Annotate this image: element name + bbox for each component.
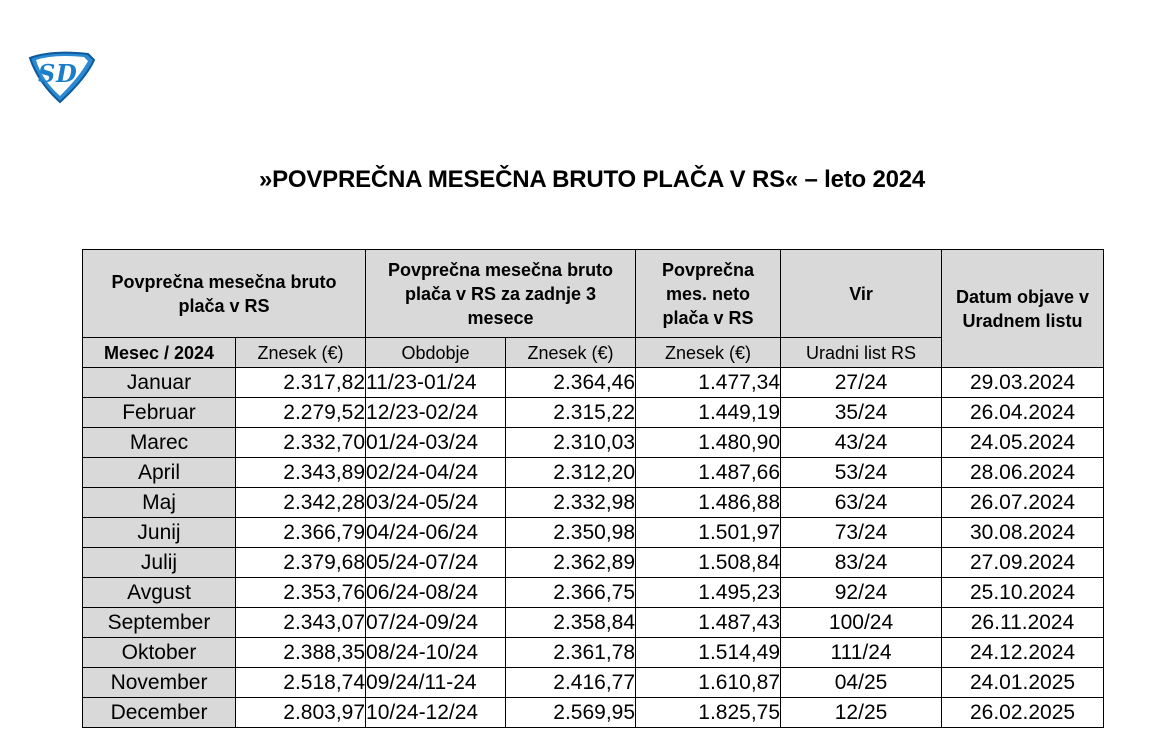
gross3-cell: 2.310,03 xyxy=(506,428,636,458)
source-cell: 12/25 xyxy=(781,698,942,728)
period-cell: 11/23-01/24 xyxy=(366,368,506,398)
gross-cell: 2.379,68 xyxy=(236,548,366,578)
table-row xyxy=(83,578,1104,608)
gross-cell: 2.279,52 xyxy=(236,398,366,428)
date-cell: 30.08.2024 xyxy=(942,518,1104,548)
period-cell: 12/23-02/24 xyxy=(366,398,506,428)
header-amount-net: Znesek (€) xyxy=(636,338,781,368)
gross-cell: 2.388,35 xyxy=(236,638,366,668)
date-cell: 24.01.2025 xyxy=(942,668,1104,698)
header-amount-gross-3: Znesek (€) xyxy=(506,338,636,368)
gross-cell: 2.342,28 xyxy=(236,488,366,518)
period-cell: 04/24-06/24 xyxy=(366,518,506,548)
table-row xyxy=(83,428,1104,458)
month-cell: September xyxy=(83,608,236,638)
date-cell: 25.10.2024 xyxy=(942,578,1104,608)
table-row xyxy=(83,458,1104,488)
net-cell: 1.449,19 xyxy=(636,398,781,428)
date-cell: 24.05.2024 xyxy=(942,428,1104,458)
source-cell: 83/24 xyxy=(781,548,942,578)
svg-text:D: D xyxy=(56,59,77,88)
date-cell: 26.11.2024 xyxy=(942,608,1104,638)
period-cell: 10/24-12/24 xyxy=(366,698,506,728)
gross-cell: 2.343,07 xyxy=(236,608,366,638)
net-cell: 1.487,66 xyxy=(636,458,781,488)
header-period: Obdobje xyxy=(366,338,506,368)
source-cell: 63/24 xyxy=(781,488,942,518)
month-cell: Maj xyxy=(83,488,236,518)
net-cell: 1.501,97 xyxy=(636,518,781,548)
table-row xyxy=(83,488,1104,518)
period-cell: 06/24-08/24 xyxy=(366,578,506,608)
header-publication-date: Datum objave v Uradnem listu xyxy=(942,250,1104,368)
source-cell: 100/24 xyxy=(781,608,942,638)
month-cell: Oktober xyxy=(83,638,236,668)
gross3-cell: 2.361,78 xyxy=(506,638,636,668)
gross3-cell: 2.362,89 xyxy=(506,548,636,578)
month-cell: Marec xyxy=(83,428,236,458)
gross-cell: 2.343,89 xyxy=(236,458,366,488)
header-official-gazette: Uradni list RS xyxy=(781,338,942,368)
net-cell: 1.610,87 xyxy=(636,668,781,698)
month-cell: November xyxy=(83,668,236,698)
sd-logo-icon xyxy=(22,48,96,104)
date-cell: 27.09.2024 xyxy=(942,548,1104,578)
source-cell: 35/24 xyxy=(781,398,942,428)
gross3-cell: 2.364,46 xyxy=(506,368,636,398)
net-cell: 1.508,84 xyxy=(636,548,781,578)
net-cell: 1.486,88 xyxy=(636,488,781,518)
period-cell: 08/24-10/24 xyxy=(366,638,506,668)
gross-cell: 2.317,82 xyxy=(236,368,366,398)
gross3-cell: 2.569,95 xyxy=(506,698,636,728)
month-cell: Avgust xyxy=(83,578,236,608)
table-row xyxy=(83,368,1104,398)
gross3-cell: 2.416,77 xyxy=(506,668,636,698)
gross3-cell: 2.366,75 xyxy=(506,578,636,608)
period-cell: 02/24-04/24 xyxy=(366,458,506,488)
source-cell: 73/24 xyxy=(781,518,942,548)
gross3-cell: 2.312,20 xyxy=(506,458,636,488)
period-cell: 01/24-03/24 xyxy=(366,428,506,458)
source-cell: 92/24 xyxy=(781,578,942,608)
gross-cell: 2.366,79 xyxy=(236,518,366,548)
source-cell: 27/24 xyxy=(781,368,942,398)
gross3-cell: 2.332,98 xyxy=(506,488,636,518)
svg-text:S: S xyxy=(38,59,56,88)
gross3-cell: 2.358,84 xyxy=(506,608,636,638)
date-cell: 26.07.2024 xyxy=(942,488,1104,518)
net-cell: 1.514,49 xyxy=(636,638,781,668)
header-amount-gross: Znesek (€) xyxy=(236,338,366,368)
header-month: Mesec / 2024 xyxy=(83,338,236,368)
gross-cell: 2.332,70 xyxy=(236,428,366,458)
date-cell: 26.04.2024 xyxy=(942,398,1104,428)
header-gross-salary: Povprečna mesečna bruto plača v RS xyxy=(83,250,366,338)
gross3-cell: 2.350,98 xyxy=(506,518,636,548)
table-row xyxy=(83,518,1104,548)
date-cell: 28.06.2024 xyxy=(942,458,1104,488)
month-cell: Julij xyxy=(83,548,236,578)
header-net-salary: Povprečna mes. neto plača v RS xyxy=(636,250,781,338)
table-row xyxy=(83,608,1104,638)
source-cell: 111/24 xyxy=(781,638,942,668)
source-cell: 53/24 xyxy=(781,458,942,488)
table-row xyxy=(83,698,1104,728)
net-cell: 1.825,75 xyxy=(636,698,781,728)
date-cell: 24.12.2024 xyxy=(942,638,1104,668)
gross3-cell: 2.315,22 xyxy=(506,398,636,428)
date-cell: 26.02.2025 xyxy=(942,698,1104,728)
source-cell: 43/24 xyxy=(781,428,942,458)
header-source: Vir xyxy=(781,250,942,338)
page-title: »POVPREČNA MESEČNA BRUTO PLAČA V RS« – leto 2024 xyxy=(258,166,926,193)
date-cell: 29.03.2024 xyxy=(942,368,1104,398)
table-row xyxy=(83,398,1104,428)
period-cell: 07/24-09/24 xyxy=(366,608,506,638)
gross-cell: 2.518,74 xyxy=(236,668,366,698)
table-row xyxy=(83,668,1104,698)
period-cell: 05/24-07/24 xyxy=(366,548,506,578)
salary-table xyxy=(82,249,1104,728)
table-row xyxy=(83,638,1104,668)
source-cell: 04/25 xyxy=(781,668,942,698)
header-gross-3-months: Povprečna mesečna bruto plača v RS za zadnje 3 mesece xyxy=(366,250,636,338)
month-cell: Junij xyxy=(83,518,236,548)
net-cell: 1.487,43 xyxy=(636,608,781,638)
net-cell: 1.495,23 xyxy=(636,578,781,608)
month-cell: Januar xyxy=(83,368,236,398)
table-row xyxy=(83,548,1104,578)
net-cell: 1.477,34 xyxy=(636,368,781,398)
month-cell: April xyxy=(83,458,236,488)
period-cell: 09/24/11-24 xyxy=(366,668,506,698)
month-cell: Februar xyxy=(83,398,236,428)
period-cell: 03/24-05/24 xyxy=(366,488,506,518)
net-cell: 1.480,90 xyxy=(636,428,781,458)
gross-cell: 2.353,76 xyxy=(236,578,366,608)
gross-cell: 2.803,97 xyxy=(236,698,366,728)
month-cell: December xyxy=(83,698,236,728)
